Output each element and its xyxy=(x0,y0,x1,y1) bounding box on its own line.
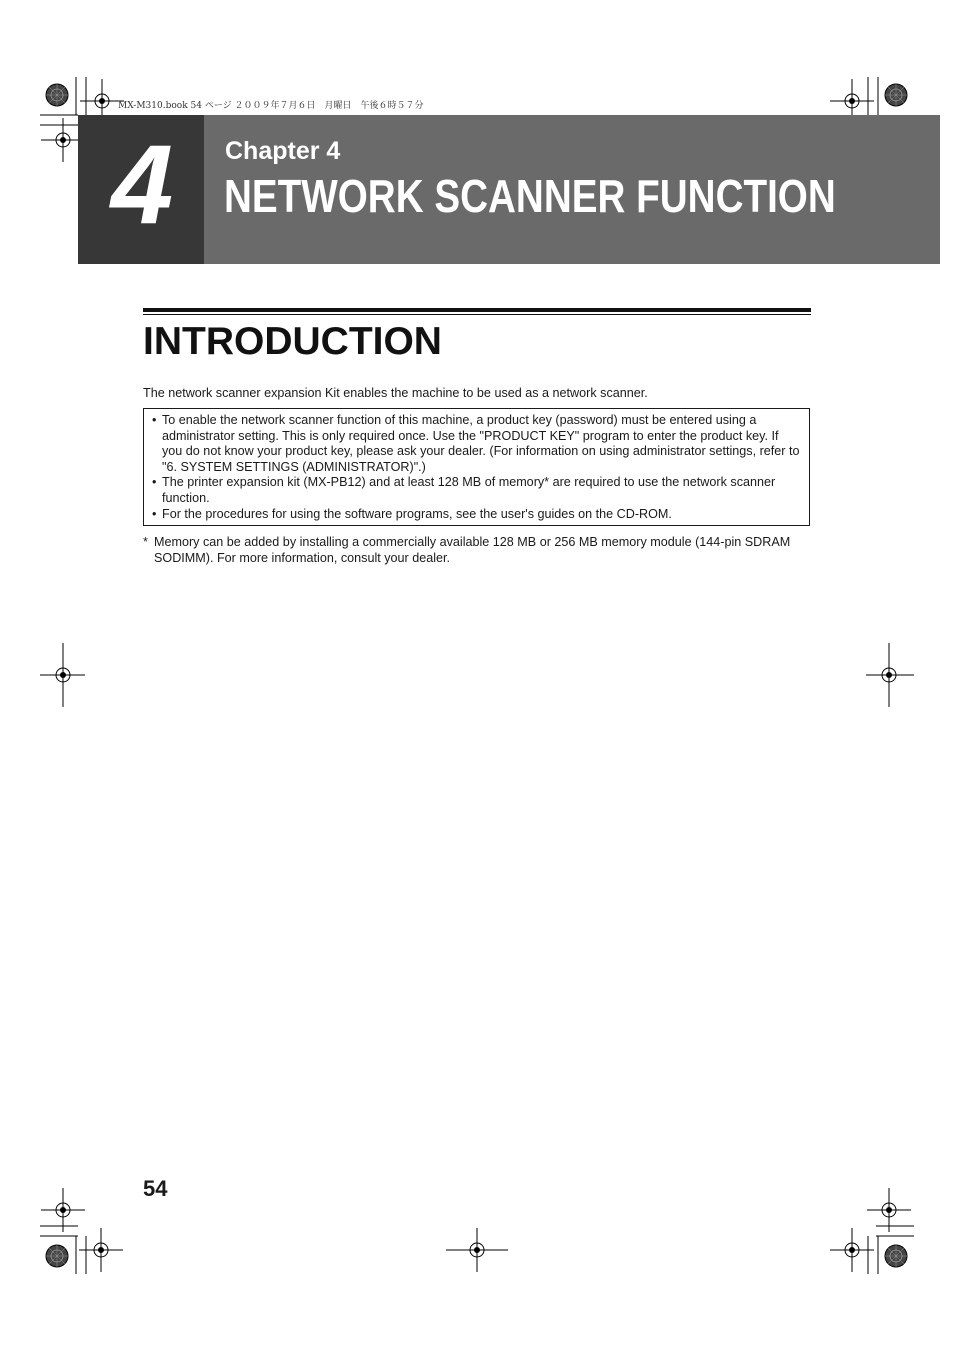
page-number: 54 xyxy=(143,1176,168,1201)
note-item xyxy=(152,507,801,523)
crosshair-mark xyxy=(830,1228,874,1272)
print-header: MX-M310.book 54 ページ ２００９年７月６日 月曜日 午後６時５７分 xyxy=(118,101,424,111)
note-text: To enable the network scanner function of this machine, a product key (password) must be entered using a administrator setting. This is only required once. Use the "PRODUCT KEY" program to enter the product key. If you do not know your product key, please ask your dealer. (For information on using administrator settings, refer to "6. SYSTEM SETTINGS (ADMINISTRATOR)".) xyxy=(162,413,800,474)
intro-paragraph: The network scanner expansion Kit enables the machine to be used as a network scanner. xyxy=(143,386,648,400)
crosshair-mark xyxy=(41,1188,85,1232)
note-text: The printer expansion kit (MX-PB12) and at least 128 MB of memory* are required to use the network scanner function. xyxy=(162,475,776,505)
chapter-title: NETWORK SCANNER FUNCTION xyxy=(224,170,836,222)
note-text: For the procedures for using the software programs, see the user's guides on the CD-ROM. xyxy=(162,506,672,521)
note-box xyxy=(143,408,810,526)
bullet-icon: • xyxy=(152,475,157,490)
footnote-text: Memory can be added by installing a commercially available 128 MB or 256 MB memory module (144-pin SDRAM SODIMM). For more information, consult your dealer. xyxy=(154,535,791,565)
bullet-icon: • xyxy=(152,506,157,521)
chapter-label: Chapter 4 xyxy=(225,137,341,165)
starburst-mark xyxy=(885,1245,907,1267)
starburst-mark xyxy=(46,84,68,106)
bullet-icon: • xyxy=(152,413,157,427)
note-item xyxy=(152,475,801,506)
starburst-mark xyxy=(46,1245,68,1267)
chapter-number-block xyxy=(78,115,204,264)
footnote xyxy=(143,535,815,566)
section-title: INTRODUCTION xyxy=(143,320,442,363)
chapter-banner xyxy=(204,115,940,264)
chapter-number: 4 xyxy=(110,122,172,247)
crosshair-mark xyxy=(867,1188,911,1232)
footnote-marker: * xyxy=(143,535,148,549)
heading-rule-thick xyxy=(143,308,811,312)
starburst-mark xyxy=(885,84,907,106)
note-item xyxy=(152,413,801,475)
heading-rule-thin xyxy=(143,314,811,315)
